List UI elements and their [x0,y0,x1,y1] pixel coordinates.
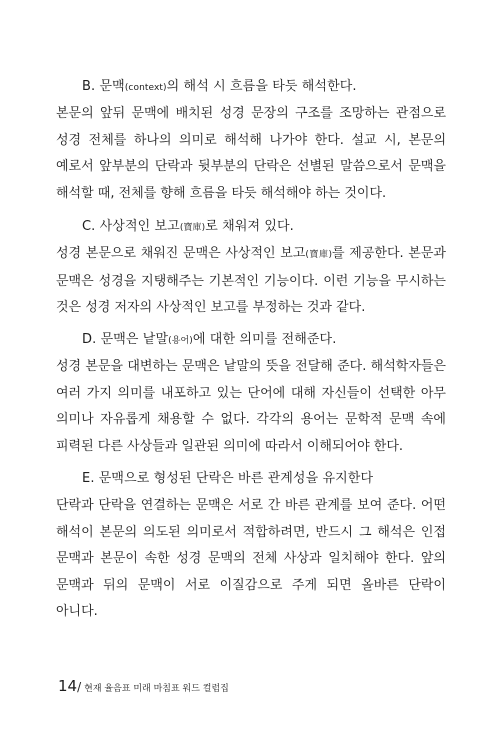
heading-text-continued: 의 해석 시 흐름을 타듯 해석한다. [166,79,357,94]
section-heading [82,470,446,489]
heading-annotation: (용어) [168,336,193,346]
heading-annotation: (context) [124,83,167,93]
section-body [56,101,446,208]
body-text-continued: 를 제공한다. 본문과 문맥은 성경을 지탱해주는 기본적인 기능이다. 이런 기능을 무시하는 것은 성경 저자의 사상적인 보고를 부정하는 것과 같다. [56,246,446,315]
body-text: 성경 본문으로 채워진 문맥은 사상적인 보고 [56,246,306,261]
body-text: 성경 본문을 대변하는 문맥은 낱말의 뜻을 전달해 준다. 해석학자들은 여러 가지 의미를 내포하고 있는 단어에 대해 자신들이 선택한 아무 의미나 자유롭게 채용할 수 없다. 각각의 용어는 문학적 문맥 속에 피력된 다른 사상들과 일관된 의미에 따라서 이해되어야 한다. [56,359,446,454]
section-body [56,354,446,461]
section-body [56,493,446,627]
heading-annotation: (寶庫) [179,223,206,233]
body-text: 단락과 단락을 연결하는 문맥은 서로 간 바른 관계를 보여 준다. 어떤 해석이 본문의 의도된 의미로서 적합하려면, 반드시 그 해석은 인접 문맥과 본문이 속한 성경 문맥의 전체 사상과 일치해야 한다. 앞의 문맥과 뒤의 문맥이 서로 이질감으로 주게 되면 올바른 단락이 아니다. [56,498,446,619]
section-d [56,331,446,461]
section-heading [82,78,446,97]
page-footer [58,676,229,695]
section-b [56,78,446,208]
footer-separator: / [77,680,82,694]
heading-text: C. 사상적인 보고 [82,219,180,234]
heading-text: B. 문맥 [82,79,125,94]
section-heading [82,218,446,237]
section-body [56,241,446,322]
page-number: 14 [58,677,78,695]
book-title: 현재 율음표 미래 마침표 워드 컬럼집 [84,684,229,694]
heading-text: D. 문맥은 낱말 [82,332,169,347]
section-e [56,470,446,627]
heading-text-continued: 로 채워져 있다. [205,219,294,234]
body-text: 본문의 앞뒤 문맥에 배치된 성경 문장의 구조를 조망하는 관점으로 성경 전체를 하나의 의미로 해석해 나가야 한다. 설교 시, 본문의 예로서 앞부분의 단락과 뒷부분의 단락은 선별된 말씀으로서 문맥을 해석할 때, 전체를 향해 흐름을 타듯 해석해야 하는 것이다. [56,106,446,201]
heading-text-continued: 에 대한 의미를 전해준다. [192,332,337,347]
body-annotation: (寶庫) [305,250,333,260]
section-heading [82,331,446,350]
heading-text: E. 문맥으로 형성된 단락은 바른 관계성을 유지한다 [82,471,374,486]
section-c [56,218,446,322]
